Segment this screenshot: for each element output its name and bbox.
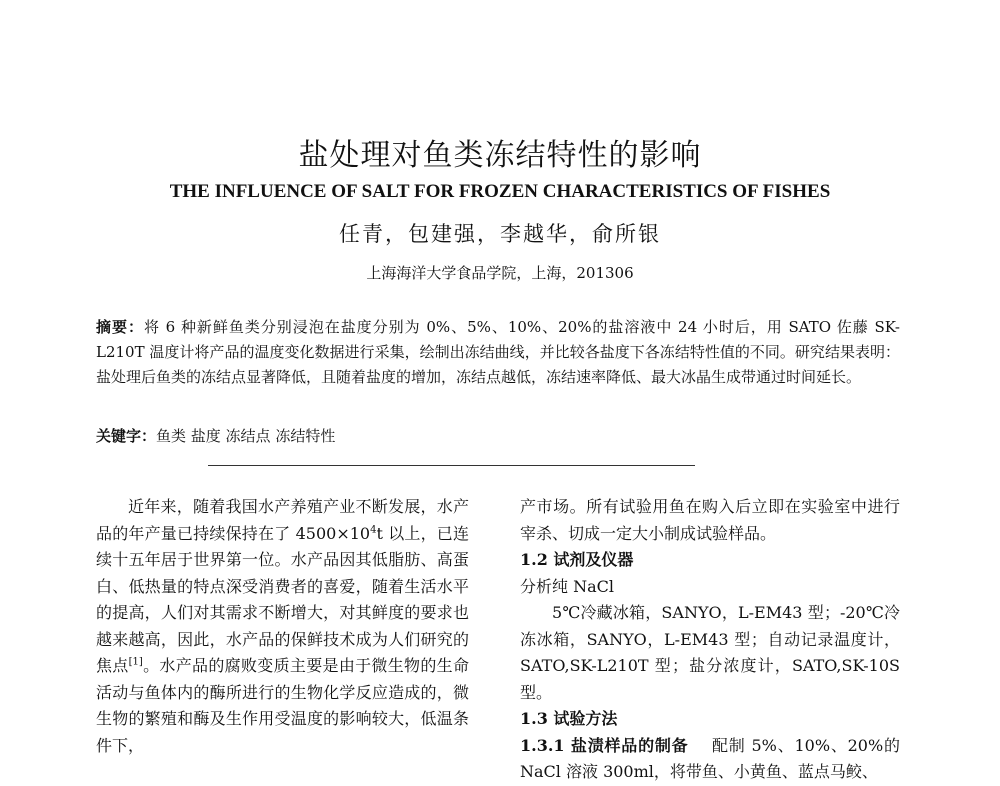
intro-paragraph	[96, 494, 469, 759]
materials-continuation: 产市场。所有试验用鱼在购入后立即在实验室中进行宰杀、切成一定大小制成试验样品。	[520, 497, 900, 543]
reagent-line: 分析纯 NaCl	[520, 576, 614, 596]
instruments-paragraph: 5℃冷藏冰箱，SANYO，L-EM43 型；-20℃冷冻冰箱，SANYO，L-EM43 型；自动记录温度计，SATO,SK-L210T 型；盐分浓度计，SATO,SK-10S 型。	[520, 603, 900, 702]
paper-title-en: THE INFLUENCE OF SALT FOR FROZEN CHARACTERISTICS OF FISHES	[169, 181, 831, 202]
paper-authors: 任青，包建强，李越华，俞所银	[339, 222, 661, 246]
reference-marker: [1]	[128, 656, 143, 668]
abstract-text: 将 6 种新鲜鱼类分别浸泡在盐度分别为 0%、5%、10%、20%的盐溶液中 24 小时后，用 SATO 佐藤 SK-L210T 温度计将产品的温度变化数据进行采集，绘制出冻结曲线，并比较各盐度下各冻结特性值的不同。研究结果表明：盐处理后鱼类的冻结点显著降低，且随着盐度的增加，冻结点越低，冻结速率降低、最大冰晶生成带通过时间延长。	[96, 318, 900, 386]
intro-text-part-2: t 以上，已连续十五年居于世界第一位。水产品因其低脂肪、高蛋白、低热量的特点深受消费者的喜爱，随着生活水平的提高，人们对其需求不断增大，对其鲜度的要求也越来越高，因此，水产品的保鲜技术成为人们研究的焦点	[96, 523, 469, 675]
method-subheading: 1.3.1 盐渍样品的制备	[520, 735, 689, 755]
method-text: 配制 5%、10%、20%的 NaCl 溶液 300ml，将带鱼、小黄鱼、蓝点马鲛、	[520, 735, 900, 781]
keywords	[96, 425, 900, 446]
paper-affiliation: 上海海洋大学食品学院，上海，201306	[366, 264, 634, 282]
heading-methods: 1.3 试验方法	[520, 709, 618, 728]
body-column-right	[520, 494, 900, 786]
body-column-left	[96, 494, 469, 759]
method-paragraph	[520, 733, 900, 786]
keywords-text: 鱼类 盐度 冻结点 冻结特性	[156, 427, 336, 445]
paper-title-cn: 盐处理对鱼类冻结特性的影响	[298, 138, 702, 173]
keywords-label: 关键字：	[96, 427, 157, 445]
superscript-exponent: 4	[370, 524, 377, 536]
heading-reagents: 1.2 试剂及仪器	[520, 550, 634, 569]
intro-text-part-1: 近年来，随着我国水产养殖产业不断发展，水产品的年产量已持续保持在了 4500×10	[96, 497, 469, 543]
abstract	[96, 315, 900, 390]
abstract-label: 摘要：	[96, 318, 144, 336]
section-divider	[208, 465, 695, 466]
intro-text-part-3: 。水产品的腐败变质主要是由于微生物的生命活动与鱼体内的酶所进行的生物化学反应造成的，微生物的繁殖和酶及生作用受温度的影响较大，低温条件下，	[96, 656, 469, 755]
